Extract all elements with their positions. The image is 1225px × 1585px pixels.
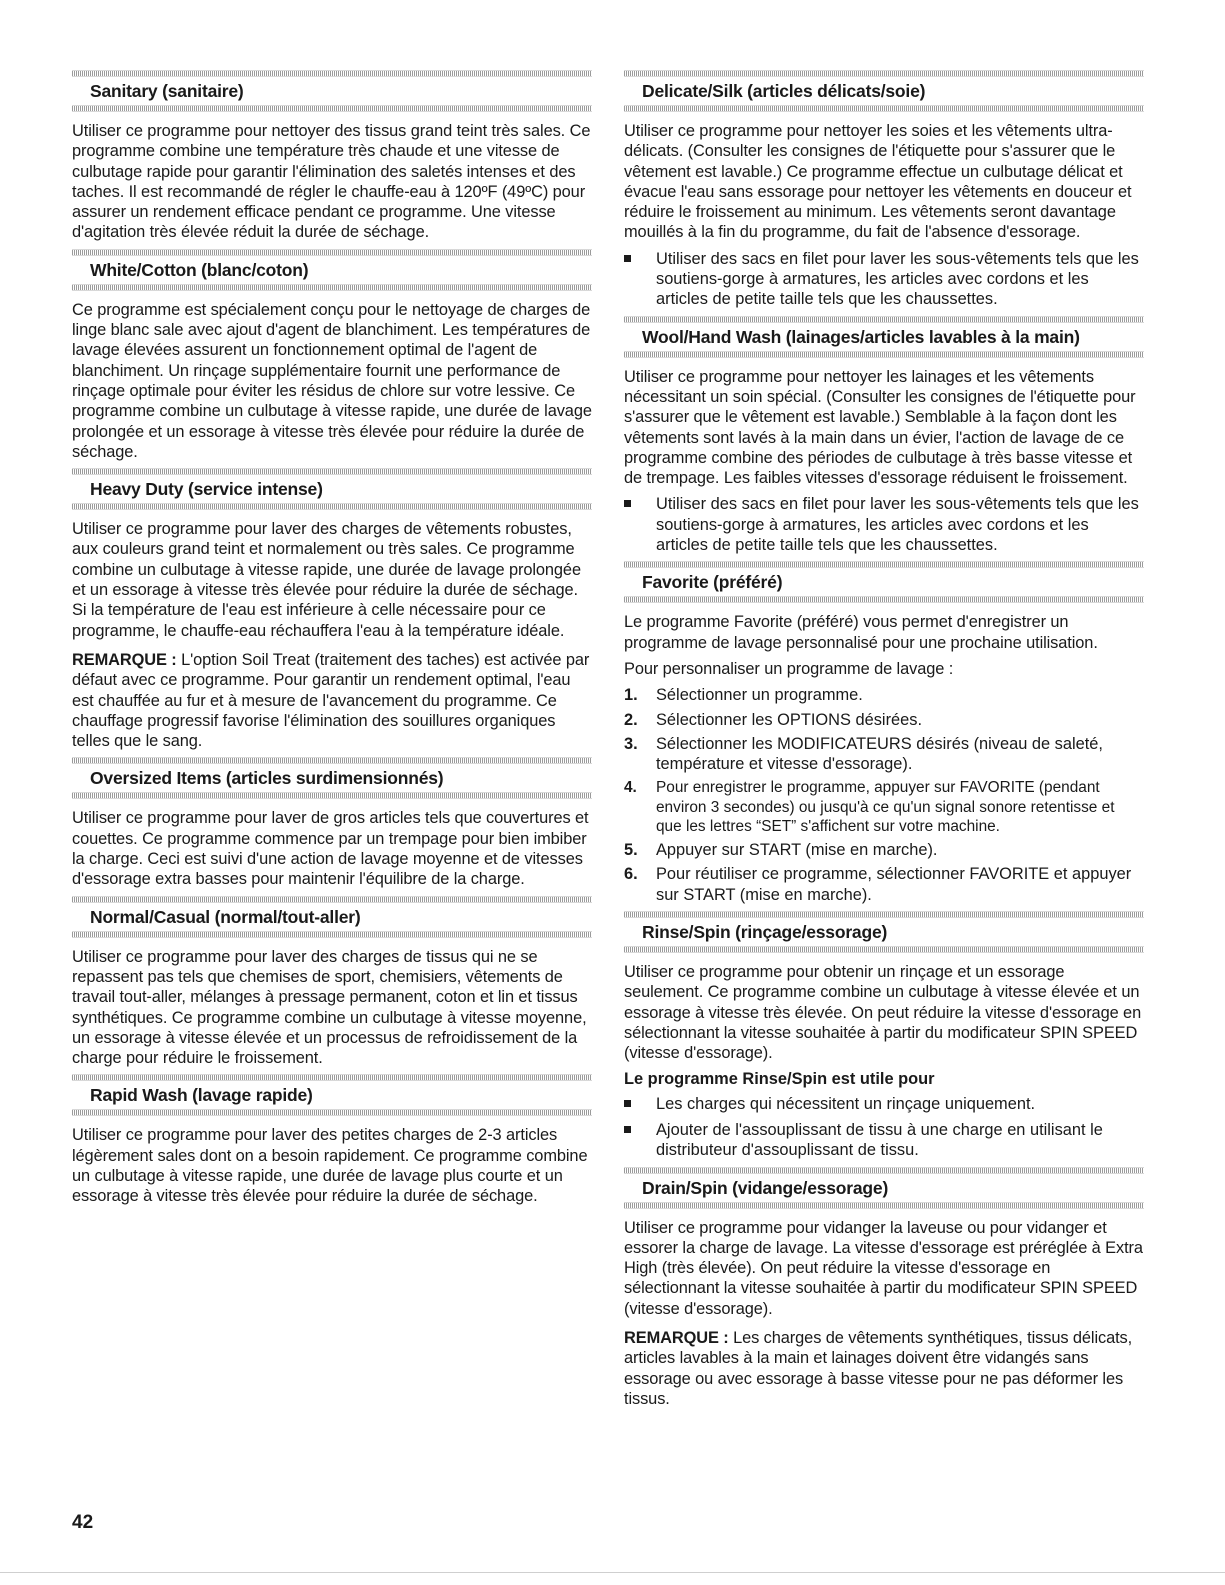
section-paragraph: Utiliser ce programme pour nettoyer des tissus grand teint très sales. Ce programme combine une température très chaude et une vitesse de culbutage rapide pour garantir l'élimination des saletés intenses et des taches. Il est recommandé de régler le chauffe-eau à 120ºF (49ºC) pour assurer un rendement efficace pendant ce programme. Une vitesse d'agitation très élevée réduit la durée de séchage. bbox=[72, 122, 591, 242]
step-text: Sélectionner les MODIFICATEURS désirés (niveau de saleté, température et vitesse d'essorage). bbox=[656, 734, 1103, 774]
section-title: Heavy Duty (service intense) bbox=[90, 479, 323, 500]
section-rule bbox=[624, 70, 1144, 77]
section-title: Delicate/Silk (articles délicats/soie) bbox=[642, 81, 926, 101]
section-paragraph: Utiliser ce programme pour laver des charges de tissus qui ne se repassent pas tels que chemises de sport, chemisiers, vêtements de travail tout-aller, mélanges à pressage permanent, coton et lin et tissus synthétiques. Ce programme combine un culbutage à vitesse moyenne, un essorage à vitesse élevée et un processus de refroidissement de la charge pour réduire le froissement. bbox=[72, 947, 587, 1068]
bottom-divider bbox=[0, 1572, 1225, 1573]
remark-text: L'option Soil Treat (traitement des taches) est activée par défaut avec ce programme. Pour garantir un rendement optimal, l'eau est chauffée au fur et à mesure de l'avancement du programme. Ce chauffage progressif favorise l'élimination des souillures organiques telles que le sang. bbox=[72, 650, 590, 751]
section-rule bbox=[72, 1109, 592, 1116]
remark-label: REMARQUE : bbox=[624, 1329, 729, 1348]
list-item bbox=[624, 864, 1144, 905]
section-rule bbox=[72, 896, 592, 903]
section-rule bbox=[624, 946, 1144, 953]
section-title: Wool/Hand Wash (lainages/articles lavables à la main) bbox=[642, 326, 1080, 347]
section-title: Oversized Items (articles surdimensionnés) bbox=[90, 768, 444, 789]
list-item: Utiliser des sacs en filet pour laver les sous-vêtements tels que les soutiens-gorge à armatures, les articles avec cordons et les articles de petite taille tels que les chaussettes. bbox=[624, 249, 1144, 310]
list-item: Les charges qui nécessitent un rinçage uniquement. bbox=[624, 1094, 1144, 1114]
section-paragraph: Utiliser ce programme pour obtenir un rinçage et un essorage seulement. Ce programme combine un culbutage à vitesse élevée et un essorage à vitesse très élevée. On peut réduire la vitesse d'essorage en sélectionnant la vitesse souhaitée à partir du modificateur SPIN SPEED (vitesse d'essorage). bbox=[624, 962, 1142, 1063]
section-rule bbox=[72, 284, 592, 291]
steps-list bbox=[624, 685, 1144, 905]
section-paragraph: Le programme Favorite (préféré) vous permet d'enregistrer un programme de lavage personnalisé pour une prochaine utilisation. bbox=[624, 613, 1098, 652]
section-rapid-wash bbox=[72, 1074, 592, 1206]
step-text: Sélectionner les OPTIONS désirées. bbox=[656, 710, 923, 729]
section-rule bbox=[624, 596, 1144, 603]
section-rule bbox=[72, 757, 592, 764]
section-paragraph: Utiliser ce programme pour laver de gros articles tels que couvertures et couettes. Ce programme commence par un trempage pour bien imbiber la charge. Ceci est suivi d'une action de lavage moyenne et de vitesses d'essorage extra basses pour maintenir l'équilibre de la charge. bbox=[72, 809, 589, 889]
section-rule bbox=[72, 792, 592, 799]
section-paragraph: Utiliser ce programme pour nettoyer les soies et les vêtements ultra-délicats. (Consulter les consignes de l'étiquette pour s'assurer que le vêtement est lavable.) Ce programme effectue un culbutage délicat et évacue l'eau sans essorage pour nettoyer les vêtements en douceur et réduire le froissement au minimum. Les vêtements seront davantage mouillés à la fin du programme, du fait de l'absence d'essorage. bbox=[624, 122, 1132, 242]
step-number: 3. bbox=[624, 734, 638, 753]
section-title: Drain/Spin (vidange/essorage) bbox=[642, 1177, 889, 1198]
step-number: 5. bbox=[624, 841, 638, 860]
section-favorite bbox=[624, 561, 1144, 905]
section-sanitary bbox=[72, 70, 592, 243]
list-item bbox=[624, 778, 1144, 836]
section-rule bbox=[624, 351, 1144, 358]
section-rule bbox=[72, 105, 592, 112]
section-rule bbox=[72, 468, 592, 475]
section-wool-hand-wash bbox=[624, 316, 1144, 556]
section-paragraph: Utiliser ce programme pour laver des petites charges de 2-3 articles légèrement sales dont on a besoin rapidement. Ce programme combine un culbutage à vitesse rapide, une durée de lavage plus courte et un essorage à vitesse très élevée pour réduire la durée de séchage. bbox=[72, 1126, 588, 1206]
section-rule bbox=[72, 1074, 592, 1081]
step-text: Appuyer sur START (mise en marche). bbox=[656, 841, 938, 860]
section-rule bbox=[624, 911, 1144, 918]
list-item bbox=[624, 734, 1144, 775]
section-drain-spin bbox=[624, 1167, 1144, 1410]
section-oversized-items bbox=[72, 757, 592, 889]
list-item bbox=[624, 840, 1144, 860]
section-paragraph: Utiliser ce programme pour nettoyer les lainages et les vêtements nécessitant un soin spécial. (Consulter les consignes de l'étiquette pour s'assurer que le vêtement est lavable.) Semblable à la façon dont les vêtements sont lavés à la main dans un évier, l'action de lavage de ce programme combine des périodes de culbutage à très basse vitesse et de trempage. Les faibles vitesses d'essorage réduisent le froissement. bbox=[624, 367, 1136, 488]
step-number: 1. bbox=[624, 686, 638, 705]
section-rule bbox=[72, 503, 592, 510]
section-rule bbox=[72, 931, 592, 938]
section-white-cotton bbox=[72, 249, 592, 462]
step-number: 2. bbox=[624, 710, 638, 729]
section-rule bbox=[624, 105, 1144, 112]
section-title: Sanitary (sanitaire) bbox=[90, 81, 244, 101]
step-number: 6. bbox=[624, 865, 638, 884]
bullet-list bbox=[624, 494, 1144, 555]
section-title: Normal/Casual (normal/tout-aller) bbox=[90, 906, 361, 927]
section-paragraph: Utiliser ce programme pour vidanger la laveuse ou pour vidanger et essorer la charge de lavage. La vitesse d'essorage est préréglée à Extra High (très élevée). On peut réduire la vitesse d'essorage en sélectionnant la vitesse souhaitée à partir du modificateur SPIN SPEED (vitesse d'essorage). bbox=[624, 1218, 1143, 1318]
steps-intro: Pour personnaliser un programme de lavage : bbox=[624, 659, 954, 678]
step-text: Pour réutiliser ce programme, sélectionner FAVORITE et appuyer sur START (mise en marche). bbox=[656, 865, 1132, 904]
section-paragraph: Utiliser ce programme pour laver des charges de vêtements robustes, aux couleurs grand teint et normalement ou très sales. Ce programme combine un culbutage à vitesse rapide, une durée de lavage prolongée et un essorage à vitesse très élevée pour réduire la durée de séchage. Si la température de l'eau est inférieure à celle nécessaire pour ce programme, le chauffe-eau réchauffera l'eau à la température idéale. bbox=[72, 520, 581, 640]
remark-text: Les charges de vêtements synthétiques, tissus délicats, articles lavables à la main et lainages doivent être vidangés sans essorage ou avec essorage à basse vitesse pour ne pas déformer les tissus. bbox=[624, 1329, 1133, 1408]
section-title: Favorite (préféré) bbox=[642, 572, 783, 593]
remark-paragraph bbox=[72, 650, 592, 751]
section-title: Rinse/Spin (rinçage/essorage) bbox=[642, 921, 888, 942]
section-paragraph: Ce programme est spécialement conçu pour le nettoyage de charges de linge blanc sale avec ajout d'agent de blanchiment. Les températures de lavage élevées assurent un fonctionnement optimal de l'agent de blanchiment. Un rinçage supplémentaire fournit une performance de rinçage optimale pour éviter les résidus de chlore sur votre lessive. Ce programme combine un culbutage à vitesse rapide, une durée de lavage prolongée et un essorage à vitesse très élevée pour réduire la durée de séchage. bbox=[72, 300, 592, 461]
remark-label: REMARQUE : bbox=[72, 650, 177, 669]
list-item: Ajouter de l'assouplissant de tissu à une charge en utilisant le distributeur d'assouplissant de tissu. bbox=[624, 1120, 1144, 1161]
subheading: Le programme Rinse/Spin est utile pour bbox=[624, 1070, 935, 1089]
section-rule bbox=[624, 316, 1144, 323]
section-title: White/Cotton (blanc/coton) bbox=[90, 259, 309, 280]
list-item bbox=[624, 710, 1144, 730]
section-rule bbox=[72, 249, 592, 256]
step-text: Sélectionner un programme. bbox=[656, 686, 863, 705]
step-number: 4. bbox=[624, 779, 637, 797]
section-rule bbox=[624, 1202, 1144, 1209]
section-rinse-spin bbox=[624, 911, 1144, 1161]
right-column bbox=[624, 70, 1144, 1415]
left-column bbox=[72, 70, 592, 1213]
section-rule bbox=[72, 70, 592, 77]
page-number: 42 bbox=[72, 1512, 94, 1533]
remark-paragraph bbox=[624, 1328, 1144, 1409]
bullet-list bbox=[624, 1094, 1144, 1161]
section-delicate-silk bbox=[624, 70, 1144, 310]
bullet-list bbox=[624, 249, 1144, 310]
step-text: Pour enregistrer le programme, appuyer sur FAVORITE (pendant environ 3 secondes) ou jusqu'à ce qu'un signal sonore retentisse et que les lettres “SET” s'affichent sur votre machine. bbox=[656, 779, 1115, 835]
list-item: Utiliser des sacs en filet pour laver les sous-vêtements tels que les soutiens-gorge à armatures, les articles avec cordons et les articles de petite taille tels que les chaussettes. bbox=[624, 494, 1144, 555]
section-rule bbox=[624, 1167, 1144, 1174]
section-rule bbox=[624, 561, 1144, 568]
section-normal-casual bbox=[72, 896, 592, 1069]
list-item bbox=[624, 685, 1144, 705]
section-title: Rapid Wash (lavage rapide) bbox=[90, 1085, 313, 1106]
section-heavy-duty bbox=[72, 468, 592, 751]
